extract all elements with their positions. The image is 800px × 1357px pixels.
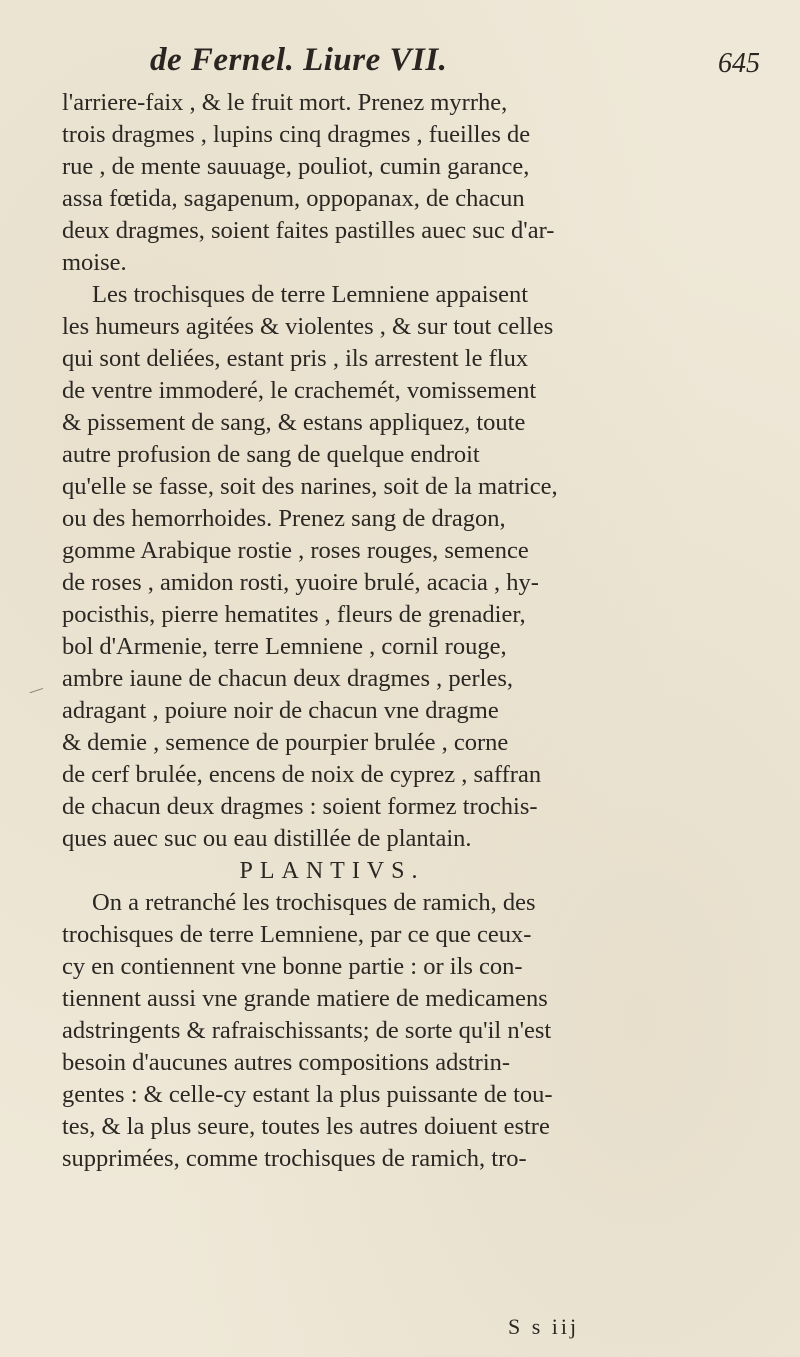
text-line: gomme Arabique rostie , roses rouges, semence: [62, 537, 529, 564]
text-line: de chacun deux dragmes : soient formez trochis-: [62, 793, 538, 820]
text-line: assa fœtida, sagapenum, oppopanax, de chacun: [62, 185, 525, 212]
text-line: qu'elle se fasse, soit des narines, soit de la matrice,: [62, 473, 558, 500]
text-line: moise.: [62, 249, 127, 276]
text-line: de ventre immoderé, le crachemét, vomissement: [62, 377, 537, 404]
text-line: ou des hemorrhoides. Prenez sang de dragon,: [62, 505, 506, 532]
text-line: ambre iaune de chacun deux dragmes , perles,: [62, 665, 514, 692]
text-line: tes, & la plus seure, toutes les autres doiuent estre: [62, 1113, 550, 1140]
text-line: supprimées, comme trochisques de ramich, tro-: [62, 1145, 527, 1172]
text-line: rue , de mente sauuage, pouliot, cumin garance,: [62, 153, 530, 180]
running-head: [0, 42, 800, 86]
text-line: & pissement de sang, & estans appliquez, toute: [62, 409, 526, 436]
margin-mark: [30, 688, 45, 697]
text-line: ques auec suc ou eau distillée de plantain.: [62, 825, 472, 852]
text-line: de roses , amidon rosti, yuoire brulé, acacia , hy-: [62, 569, 539, 596]
text-line: On a retranché les trochisques de ramich, des: [92, 889, 536, 916]
text-line: & demie , semence de pourpier brulée , corne: [62, 729, 509, 756]
signature-mark: S s iij: [508, 1314, 580, 1339]
text-line: trois dragmes , lupins cinq dragmes , fueilles de: [62, 121, 531, 148]
text-line: adstringents & rafraischissants; de sorte qu'il n'est: [62, 1017, 552, 1044]
body-text: [62, 87, 762, 1175]
text-line: qui sont deliées, estant pris , ils arrestent le flux: [62, 345, 529, 372]
text-line: cy en contiennent vne bonne partie : or ils con-: [62, 953, 523, 980]
running-title: de Fernel. Liure VII.: [150, 42, 448, 78]
section-heading: PLANTIVS.: [239, 858, 425, 884]
text-line: Les trochisques de terre Lemniene appaisent: [92, 281, 529, 308]
text-line: autre profusion de sang de quelque endroit: [62, 441, 480, 468]
text-line: l'arriere-faix , & le fruit mort. Prenez myrrhe,: [62, 89, 508, 116]
text-line: trochisques de terre Lemniene, par ce que ceux-: [62, 921, 532, 948]
text-line: gentes : & celle-cy estant la plus puissante de tou-: [62, 1081, 553, 1108]
text-line: besoin d'aucunes autres compositions adstrin-: [62, 1049, 511, 1076]
text-line: pocisthis, pierre hematites , fleurs de grenadier,: [62, 601, 526, 628]
text-line: adragant , poiure noir de chacun vne dragme: [62, 697, 499, 724]
text-line: les humeurs agitées & violentes , & sur tout celles: [62, 313, 554, 340]
text-line: tiennent aussi vne grande matiere de medicamens: [62, 985, 548, 1012]
text-line: de cerf brulée, encens de noix de cyprez , saffran: [62, 761, 542, 788]
text-line: bol d'Armenie, terre Lemniene , cornil rouge,: [62, 633, 507, 660]
page-number: 645: [718, 48, 760, 79]
text-line: deux dragmes, soient faites pastilles auec suc d'ar-: [62, 217, 555, 244]
